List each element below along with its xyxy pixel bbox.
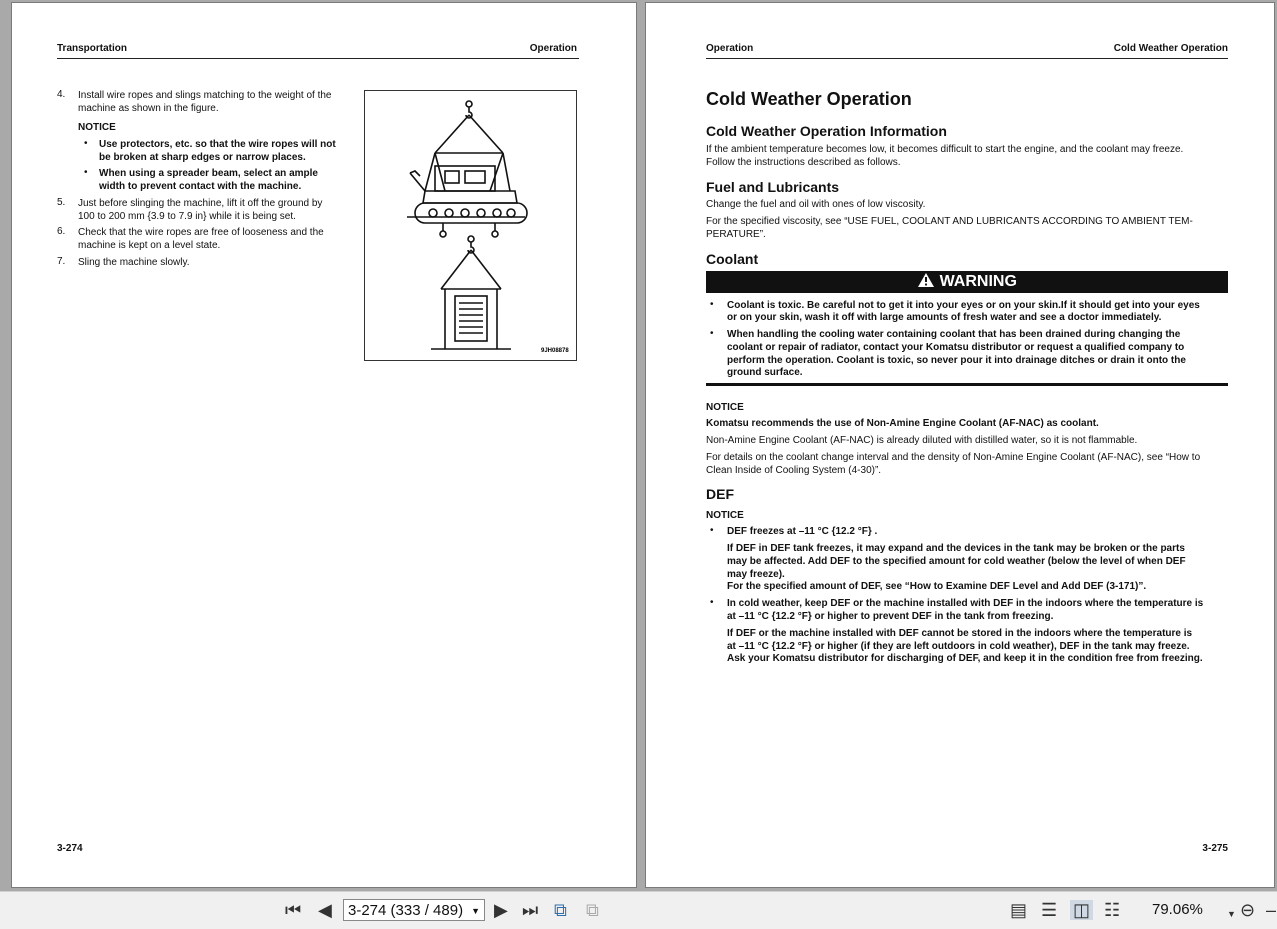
- def-item-body: may freeze).: [727, 569, 785, 580]
- bullet: •: [710, 299, 714, 310]
- bullet: •: [710, 525, 714, 536]
- paragraph: Non-Amine Engine Coolant (AF-NAC) is already diluted with distilled water, so it is not flammable.: [706, 435, 1138, 446]
- continuous-page-icon[interactable]: ☰: [1041, 900, 1058, 920]
- def-item-head: DEF freezes at –11 °C {12.2 °F} .: [727, 526, 878, 537]
- paragraph: For the specified viscosity, see “USE FUEL, COOLANT AND LUBRICANTS ACCORDING TO AMBIENT TEM-: [706, 216, 1193, 227]
- header-rule: [706, 58, 1228, 59]
- bullet: •: [84, 167, 88, 178]
- zoom-out-icon[interactable]: ⊖: [1240, 900, 1256, 920]
- bulldozer-sling-illustration: [365, 91, 576, 360]
- header-right: Cold Weather Operation: [1113, 43, 1228, 54]
- go-forward-icon[interactable]: ⧉: [586, 900, 599, 920]
- next-page-icon[interactable]: ▶: [494, 900, 508, 920]
- header-left: Transportation: [57, 43, 128, 54]
- step-number: 6.: [57, 226, 66, 237]
- page-number: 3-275: [1202, 843, 1228, 854]
- section-heading: Cold Weather Operation Information: [706, 123, 947, 139]
- notice-item: Use protectors, etc. so that the wire ropes will not: [99, 139, 336, 150]
- page-title: Cold Weather Operation: [706, 89, 912, 109]
- zoom-value[interactable]: 79.06%: [1152, 901, 1203, 918]
- step-number: 5.: [57, 197, 66, 208]
- warning-item: ground surface.: [727, 367, 803, 378]
- facing-pages-icon[interactable]: ◫: [1070, 900, 1093, 920]
- notice-text: Komatsu recommends the use of Non-Amine Engine Coolant (AF-NAC) as coolant.: [706, 418, 1099, 429]
- paragraph: PERATURE”.: [706, 229, 766, 240]
- notice-label: NOTICE: [706, 510, 744, 521]
- warning-end-rule: [706, 383, 1228, 386]
- step-text: machine as shown in the figure.: [78, 103, 219, 114]
- last-page-icon[interactable]: ⏭: [522, 900, 539, 920]
- right-page: [645, 2, 1275, 888]
- section-heading: Coolant: [706, 251, 759, 267]
- notice-item: When using a spreader beam, select an ample: [99, 168, 318, 179]
- def-item-head: at –11 °C {12.2 °F} or higher to prevent DEF in the tank from freezing.: [727, 611, 1054, 622]
- zoom-dropdown-icon[interactable]: ▼: [1227, 909, 1236, 919]
- step-text: Install wire ropes and slings matching to the weight of the: [78, 90, 332, 101]
- step-text: 100 to 200 mm {3.9 to 7.9 in} while it is being set.: [78, 211, 296, 222]
- header-right: Operation: [529, 43, 577, 54]
- bullet: •: [710, 328, 714, 339]
- warning-item: Coolant is toxic. Be careful not to get it into your eyes or on your skin.If it should get into your eyes: [727, 300, 1200, 311]
- def-item-body: Ask your Komatsu distributor for discharging of DEF, and keep it in the condition free from freezing.: [727, 653, 1203, 664]
- section-heading: DEF: [706, 486, 734, 502]
- step-number: 7.: [57, 256, 66, 267]
- def-item-body: If DEF or the machine installed with DEF cannot be stored in the indoors where the temperature is: [727, 628, 1193, 639]
- def-item-head: In cold weather, keep DEF or the machine installed with DEF in the indoors where the temperature is: [727, 598, 1204, 609]
- figure-code: 9JH08878: [541, 348, 569, 354]
- bullet: •: [710, 597, 714, 608]
- def-item-body: may be affected. Add DEF to the specified amount for cold weather (below the level of when DEF: [727, 556, 1186, 567]
- notice-item: be broken at sharp edges or narrow places.: [99, 152, 306, 163]
- warning-triangle-icon: [917, 272, 935, 288]
- bullet: •: [84, 138, 88, 149]
- page-number-field[interactable]: [343, 899, 485, 921]
- step-text: Just before slinging the machine, lift it off the ground by: [78, 198, 323, 209]
- section-heading: Fuel and Lubricants: [706, 179, 840, 195]
- def-item-body: For the specified amount of DEF, see “How to Examine DEF Level and Add DEF (3-171)”.: [727, 581, 1147, 592]
- viewer-toolbar: [0, 891, 1277, 929]
- warning-item: When handling the cooling water containing coolant that has been drained during changing the: [727, 329, 1181, 340]
- step-text: machine is kept on a level state.: [78, 240, 221, 251]
- single-page-icon[interactable]: ▤: [1010, 900, 1028, 920]
- zoom-in-icon[interactable]: –: [1266, 900, 1277, 920]
- page-number: 3-274: [57, 843, 83, 854]
- go-back-icon[interactable]: ⧉: [554, 900, 567, 920]
- paragraph: Change the fuel and oil with ones of low viscosity.: [706, 199, 926, 210]
- page-number-value: 3-274 (333 / 489): [348, 902, 464, 919]
- paragraph: If the ambient temperature becomes low, it becomes difficult to start the engine, and the coolant may freeze.: [706, 144, 1184, 155]
- paragraph: Follow the instructions described as follows.: [706, 157, 901, 168]
- lifting-figure: [364, 90, 577, 361]
- warning-label: WARNING: [939, 273, 1017, 290]
- notice-label: NOTICE: [78, 122, 116, 133]
- warning-item: or on your skin, wash it off with large amounts of fresh water and see a doctor immediately.: [727, 312, 1162, 323]
- step-text: Check that the wire ropes are free of looseness and the: [78, 227, 324, 238]
- header-left: Operation: [706, 43, 754, 54]
- left-page: [11, 2, 637, 888]
- step-number: 4.: [57, 89, 66, 100]
- warning-item: perform the operation. Coolant is toxic, so never pour it into drainage ditches or drain it onto the: [727, 355, 1186, 366]
- step-text: Sling the machine slowly.: [78, 257, 190, 268]
- notice-item: width to prevent contact with the machine.: [99, 181, 302, 192]
- paragraph: Clean Inside of Cooling System (4-30)”.: [706, 465, 882, 476]
- warning-banner: [706, 271, 1228, 293]
- def-item-body: at –11 °C {12.2 °F} or higher (if they are left outdoors in cold weather), DEF in the tank may freeze.: [727, 641, 1190, 652]
- def-item-body: If DEF in DEF tank freezes, it may expand and the devices in the tank may be broken or the parts: [727, 543, 1185, 554]
- continuous-facing-icon[interactable]: ☷: [1104, 900, 1121, 920]
- first-page-icon[interactable]: ⏮: [285, 900, 302, 920]
- notice-label: NOTICE: [706, 402, 744, 413]
- header-rule: [57, 58, 579, 59]
- chevron-down-icon[interactable]: ▼: [471, 906, 480, 916]
- warning-item: coolant or repair of radiator, contact your Komatsu distributor or request a qualified company to: [727, 342, 1185, 353]
- paragraph: For details on the coolant change interval and the density of Non-Amine Engine Coolant (AF-NAC), see “How to: [706, 452, 1201, 463]
- prev-page-icon[interactable]: ◀: [318, 900, 332, 920]
